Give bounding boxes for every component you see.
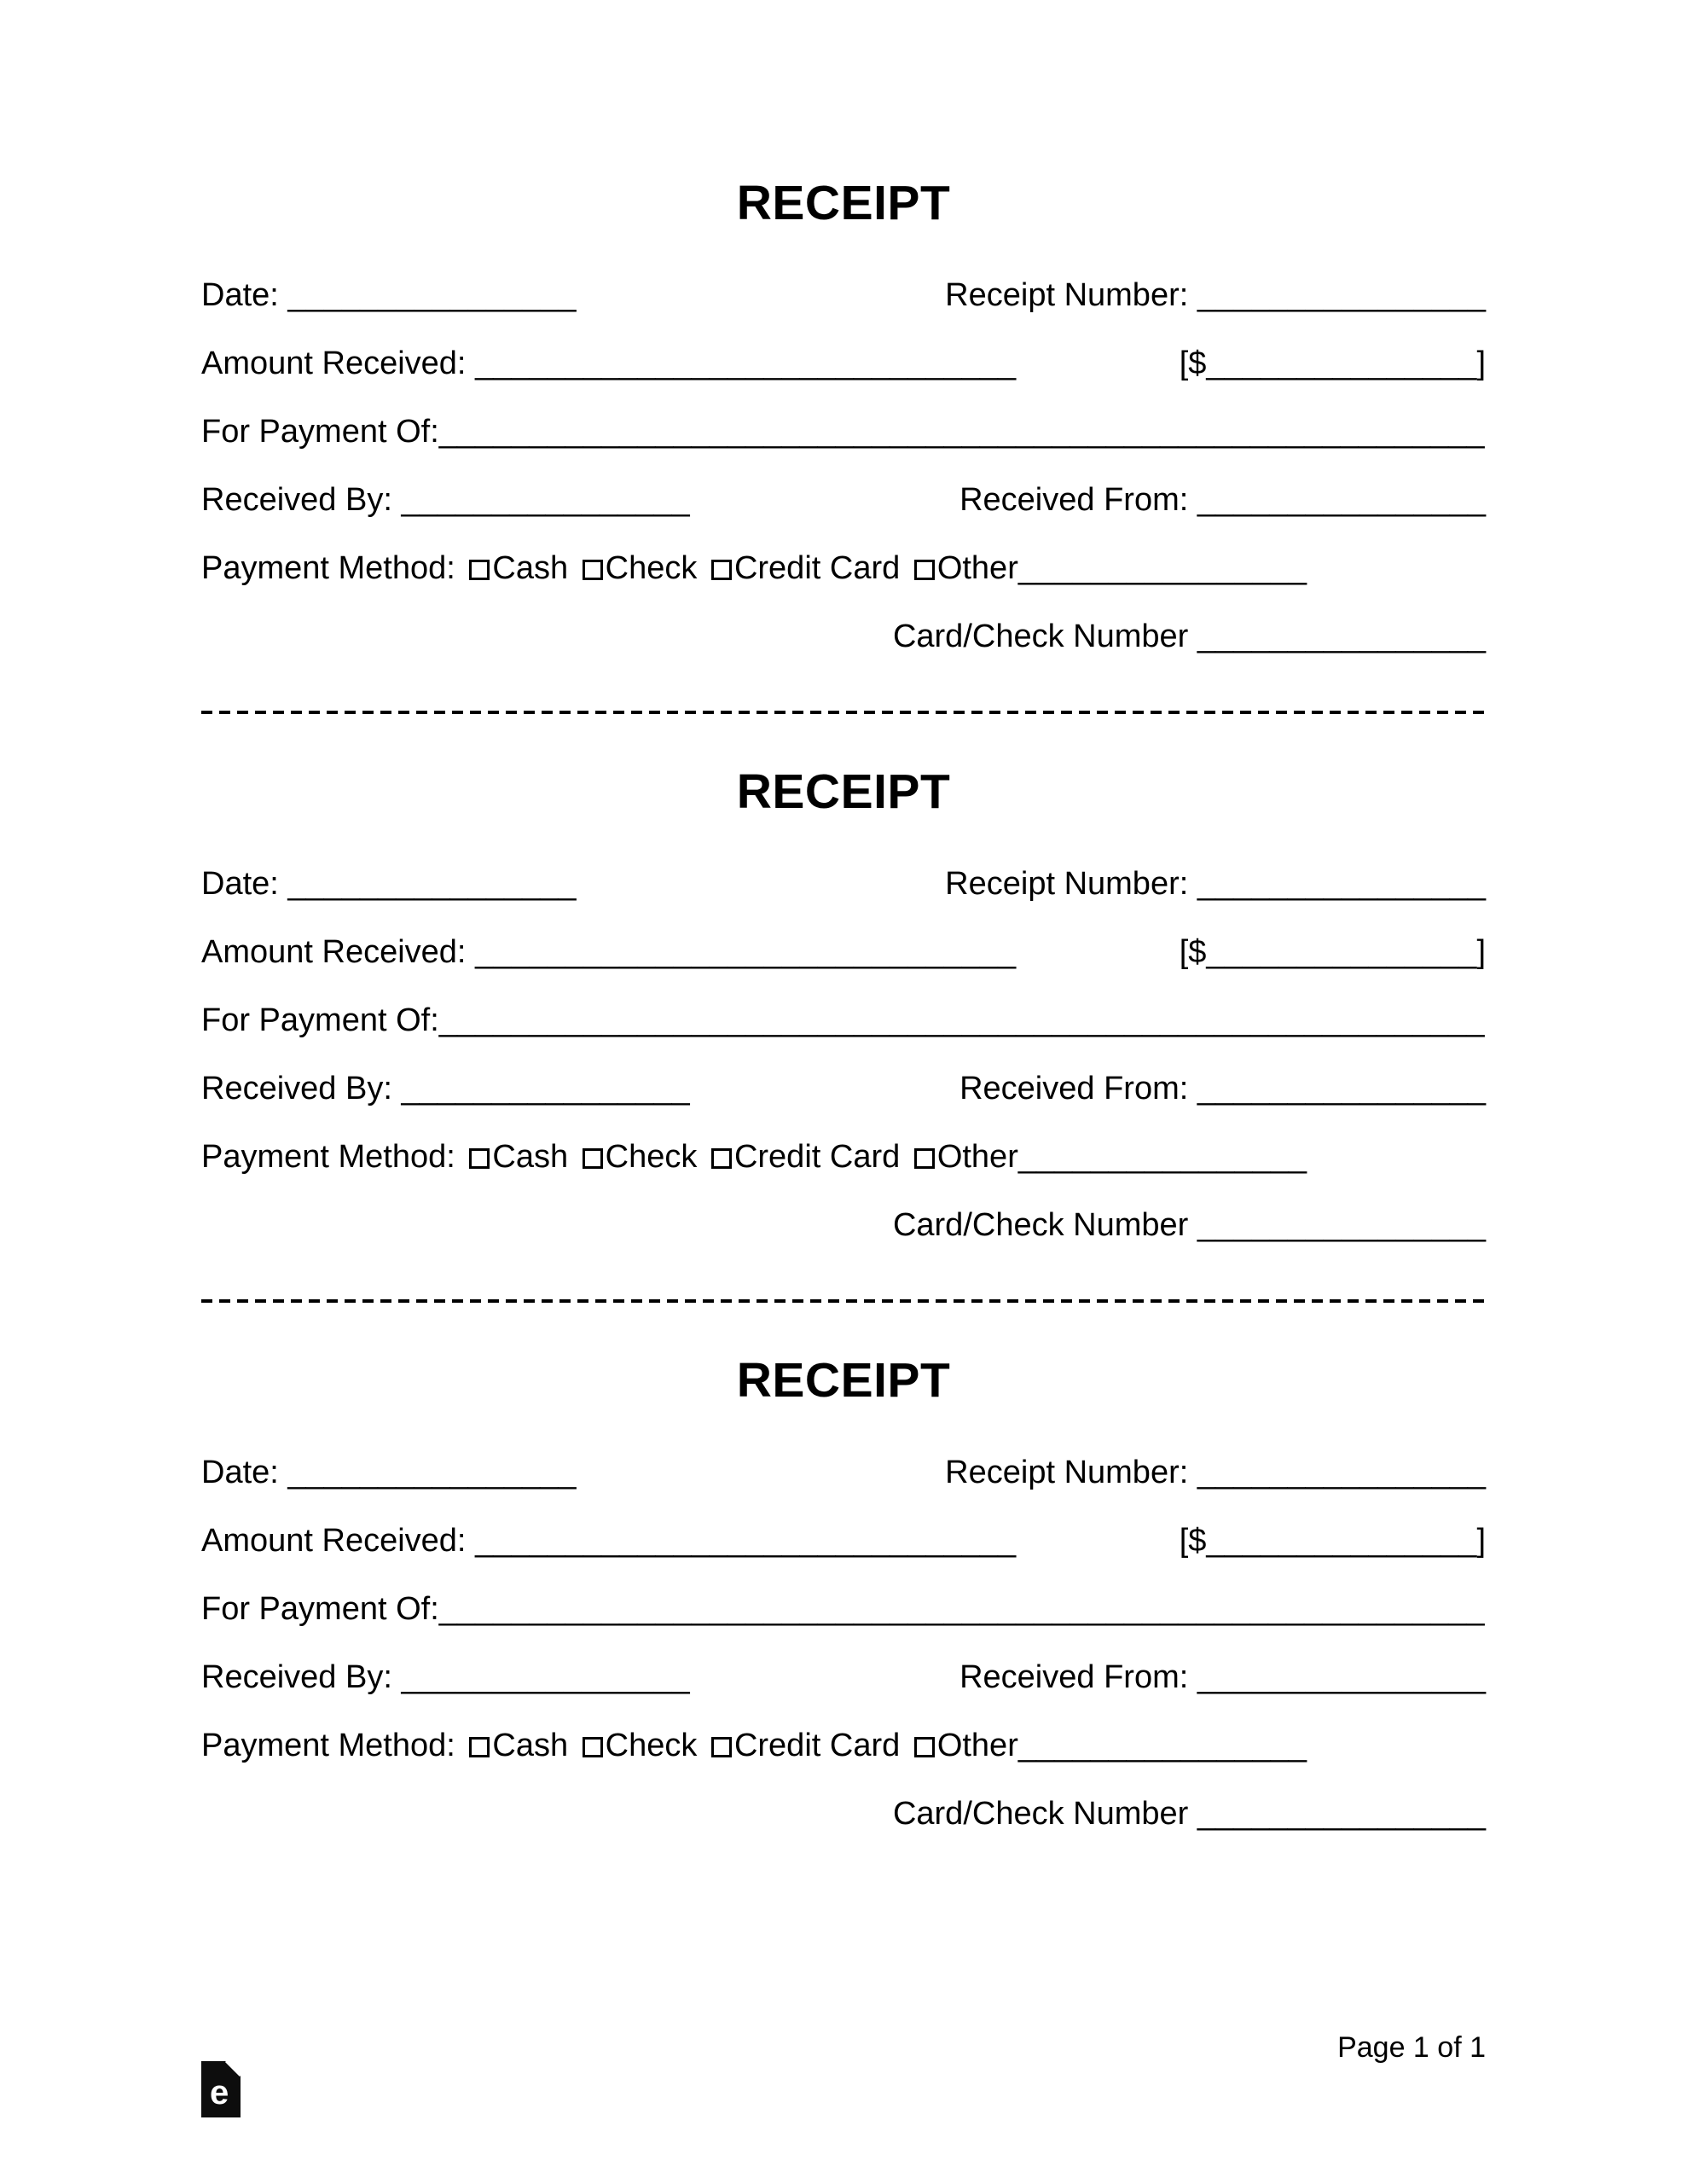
card-check-number-label: Card/Check Number	[892, 619, 1189, 654]
received-from-label: Received From:	[959, 1659, 1189, 1695]
card-check-number-field	[893, 617, 1486, 656]
payment-option-other	[914, 550, 1018, 586]
payment-option-other	[914, 1728, 1018, 1763]
card-check-number-blank-line[interactable]: ________________	[1197, 619, 1486, 654]
receipt-section	[201, 764, 1486, 1274]
checkbox-other-icon[interactable]	[914, 560, 935, 580]
page-number-label: Page 1 of 1	[1337, 2031, 1486, 2064]
payment-method-field	[201, 1137, 1307, 1176]
amount-row	[201, 932, 1486, 972]
other-blank-line[interactable]: ________________	[1017, 1139, 1307, 1175]
payment-method-row	[201, 1137, 1486, 1176]
date-blank-line[interactable]: ________________	[287, 1455, 577, 1490]
payment-option-check	[583, 1139, 698, 1175]
received-by-blank-line[interactable]: ________________	[401, 1659, 690, 1695]
card-check-row	[201, 1205, 1486, 1245]
payment-method-field	[201, 1726, 1307, 1765]
card-check-number-blank-line[interactable]: ________________	[1197, 1207, 1486, 1243]
received-row	[201, 1658, 1486, 1697]
page-footer	[201, 2030, 1486, 2117]
for-payment-of-blank-line[interactable]: __________________________________________________________	[438, 1591, 1485, 1627]
date-field	[201, 276, 577, 315]
date-receipt-number-row	[201, 276, 1486, 315]
receipt-number-label: Receipt Number:	[945, 866, 1189, 902]
received-by-field	[201, 480, 690, 520]
amount-close-bracket: ]	[1476, 1523, 1486, 1559]
other-blank-line[interactable]: ________________	[1017, 550, 1307, 586]
checkbox-cash-icon[interactable]	[469, 1737, 490, 1757]
amount-boxed-field	[1180, 344, 1486, 383]
payment-method-label: Payment Method:	[201, 1139, 455, 1175]
amount-open-bracket: [$	[1179, 346, 1207, 381]
amount-boxed-blank-line[interactable]: _______________	[1206, 346, 1477, 381]
amount-received-blank-line[interactable]: ______________________________	[475, 934, 1017, 970]
received-from-label: Received From:	[959, 482, 1189, 518]
payment-method-label: Payment Method:	[201, 1728, 455, 1763]
amount-open-bracket: [$	[1179, 934, 1207, 970]
payment-option-cash-label: Cash	[492, 550, 569, 586]
received-by-label: Received By:	[201, 1659, 392, 1695]
date-field	[201, 864, 577, 903]
checkbox-check-icon[interactable]	[583, 1737, 603, 1757]
receipt-section	[201, 175, 1486, 685]
checkbox-cash-icon[interactable]	[469, 1148, 490, 1169]
receipt-number-label: Receipt Number:	[945, 277, 1189, 313]
other-blank-line[interactable]: ________________	[1017, 1728, 1307, 1763]
received-row	[201, 1069, 1486, 1108]
date-label: Date:	[201, 866, 279, 902]
card-check-number-label: Card/Check Number	[892, 1796, 1189, 1832]
dashed-separator	[201, 1299, 1486, 1303]
checkbox-check-icon[interactable]	[583, 1148, 603, 1169]
date-field	[201, 1453, 577, 1492]
for-payment-row	[201, 1589, 1486, 1629]
date-blank-line[interactable]: ________________	[287, 277, 577, 313]
received-from-label: Received From:	[959, 1071, 1189, 1107]
for-payment-row	[201, 412, 1486, 451]
amount-boxed-blank-line[interactable]: _______________	[1206, 934, 1477, 970]
amount-received-label: Amount Received:	[201, 1523, 467, 1559]
checkbox-other-icon[interactable]	[914, 1148, 935, 1169]
amount-boxed-field	[1180, 1521, 1486, 1560]
for-payment-of-field	[201, 1001, 1485, 1040]
receipt-number-blank-line[interactable]: ________________	[1197, 866, 1486, 902]
payment-option-check-label: Check	[605, 1728, 698, 1763]
card-check-number-label: Card/Check Number	[892, 1207, 1189, 1243]
amount-close-bracket: ]	[1476, 346, 1486, 381]
eforms-logo	[201, 2061, 241, 2117]
amount-close-bracket: ]	[1476, 934, 1486, 970]
payment-method-row	[201, 1726, 1486, 1765]
payment-option-check-label: Check	[605, 550, 698, 586]
checkbox-cash-icon[interactable]	[469, 560, 490, 580]
amount-received-blank-line[interactable]: ______________________________	[475, 346, 1017, 381]
card-check-number-field	[893, 1205, 1486, 1245]
amount-received-field	[201, 932, 1016, 972]
amount-received-blank-line[interactable]: ______________________________	[475, 1523, 1017, 1559]
dashed-separator	[201, 711, 1486, 714]
received-row	[201, 480, 1486, 520]
amount-row	[201, 1521, 1486, 1560]
amount-received-label: Amount Received:	[201, 934, 467, 970]
checkbox-other-icon[interactable]	[914, 1737, 935, 1757]
received-from-blank-line[interactable]: ________________	[1197, 1071, 1486, 1107]
receipt-title: RECEIPT	[736, 176, 951, 230]
payment-option-check	[583, 550, 698, 586]
checkbox-credit-card-icon[interactable]	[711, 1148, 732, 1169]
for-payment-of-blank-line[interactable]: __________________________________________________________	[438, 1002, 1485, 1038]
for-payment-of-label: For Payment Of:	[201, 414, 439, 450]
amount-received-field	[201, 344, 1016, 383]
receipt-number-field	[945, 276, 1486, 315]
payment-method-label: Payment Method:	[201, 550, 455, 586]
date-blank-line[interactable]: ________________	[287, 866, 577, 902]
receipt-title: RECEIPT	[736, 764, 951, 819]
receipt-number-field	[945, 864, 1486, 903]
payment-option-cash	[469, 1139, 568, 1175]
payment-option-check-label: Check	[605, 1139, 698, 1175]
receipt-number-blank-line[interactable]: ________________	[1197, 1455, 1486, 1490]
received-by-field	[201, 1069, 690, 1108]
received-by-field	[201, 1658, 690, 1697]
receipt-number-label: Receipt Number:	[945, 1455, 1189, 1490]
payment-option-cash-label: Cash	[492, 1139, 569, 1175]
for-payment-of-label: For Payment Of:	[201, 1591, 439, 1627]
for-payment-of-field	[201, 412, 1485, 451]
receipt-title: RECEIPT	[736, 1353, 951, 1408]
date-label: Date:	[201, 1455, 279, 1490]
amount-boxed-blank-line[interactable]: _______________	[1206, 1523, 1477, 1559]
for-payment-of-label: For Payment Of:	[201, 1002, 439, 1038]
payment-option-other-label: Other	[936, 550, 1018, 586]
received-from-field	[959, 1658, 1486, 1697]
received-by-label: Received By:	[201, 482, 392, 518]
payment-option-cash	[469, 550, 568, 586]
card-check-row	[201, 1794, 1486, 1833]
payment-method-field	[201, 549, 1307, 588]
logo-letter: e	[210, 2074, 229, 2111]
card-check-number-blank-line[interactable]: ________________	[1197, 1796, 1486, 1832]
payment-option-cash	[469, 1728, 568, 1763]
payment-method-row	[201, 549, 1486, 588]
amount-open-bracket: [$	[1179, 1523, 1207, 1559]
checkbox-credit-card-icon[interactable]	[711, 1737, 732, 1757]
payment-option-credit-card	[711, 550, 900, 586]
checkbox-credit-card-icon[interactable]	[711, 560, 732, 580]
card-check-number-field	[893, 1794, 1486, 1833]
payment-option-other	[914, 1139, 1018, 1175]
payment-option-credit-card	[711, 1139, 900, 1175]
received-by-blank-line[interactable]: ________________	[401, 482, 690, 518]
payment-option-credit-card	[711, 1728, 900, 1763]
date-receipt-number-row	[201, 864, 1486, 903]
for-payment-of-field	[201, 1589, 1485, 1629]
receipt-number-field	[945, 1453, 1486, 1492]
payment-option-other-label: Other	[936, 1728, 1018, 1763]
payment-option-check	[583, 1728, 698, 1763]
date-label: Date:	[201, 277, 279, 313]
received-from-blank-line[interactable]: ________________	[1197, 1659, 1486, 1695]
received-from-field	[959, 480, 1486, 520]
payment-option-credit-card-label: Credit Card	[733, 550, 901, 586]
receipt-section	[201, 1352, 1486, 1862]
receipt-number-blank-line[interactable]: ________________	[1197, 277, 1486, 313]
amount-row	[201, 344, 1486, 383]
received-from-blank-line[interactable]: ________________	[1197, 482, 1486, 518]
card-check-row	[201, 617, 1486, 656]
received-from-field	[959, 1069, 1486, 1108]
date-receipt-number-row	[201, 1453, 1486, 1492]
payment-option-credit-card-label: Credit Card	[733, 1139, 901, 1175]
amount-received-label: Amount Received:	[201, 346, 467, 381]
received-by-label: Received By:	[201, 1071, 392, 1107]
for-payment-of-blank-line[interactable]: __________________________________________________________	[438, 414, 1485, 450]
checkbox-check-icon[interactable]	[583, 560, 603, 580]
payment-option-cash-label: Cash	[492, 1728, 569, 1763]
amount-boxed-field	[1180, 932, 1486, 972]
amount-received-field	[201, 1521, 1016, 1560]
payment-option-credit-card-label: Credit Card	[733, 1728, 901, 1763]
payment-option-other-label: Other	[936, 1139, 1018, 1175]
for-payment-row	[201, 1001, 1486, 1040]
received-by-blank-line[interactable]: ________________	[401, 1071, 690, 1107]
